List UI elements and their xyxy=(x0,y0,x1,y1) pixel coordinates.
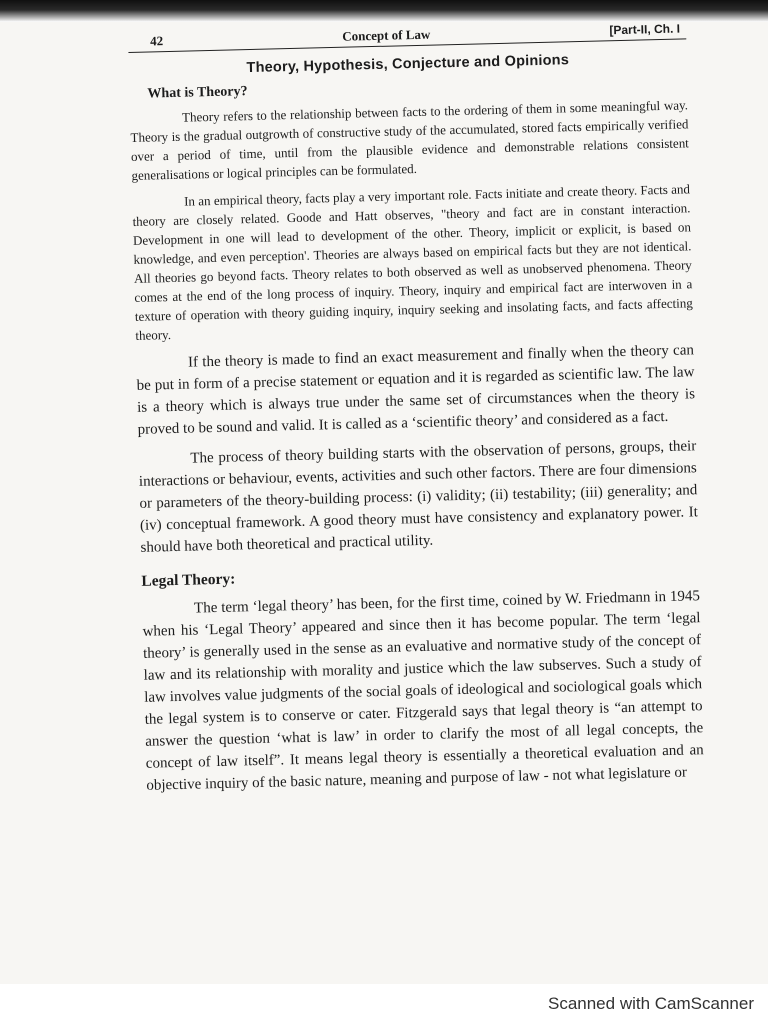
book-title: Concept of Law xyxy=(342,26,431,44)
paragraph: The process of theory building starts with the observation of persons, groups, their interactions or behaviour, events, activities and such other factors. There are four dimensions or parameters of the theory-building process: (i) validity; (ii) testability; (iii) generality; and (iv) conceptual framework. A good theory must have consistency and explanatory power. It should have both theoretical and practical utility. xyxy=(138,438,699,556)
heading-what-is-theory: What is Theory? xyxy=(147,84,248,102)
paragraph: Theory refers to the relationship between facts to the ordering of them in some meaningful way. Theory is the gradual outgrowth of constructive study of the accumulated, stored facts empirically verified over a period of time, until from the plausible evidence and demonstrable relations consistent generalisations or logical principles can be formulated. xyxy=(130,97,690,183)
chapter-label: [Part-II, Ch. I xyxy=(609,21,681,38)
paragraph: If the theory is made to find an exact measurement and finally when the theory can be put in form of a precise statement or equation and it is regarded as scientific law. The law is a theory which is always true under the same set of circumstances when the theory is proved to be sound and valid. It is called as a ‘scientific theory’ and considered as a fact. xyxy=(136,342,696,438)
running-header xyxy=(128,20,686,53)
scanner-watermark: Scanned with CamScanner xyxy=(542,992,760,1016)
section-title: Theory, Hypothesis, Conjecture and Opinions xyxy=(246,52,570,77)
paragraph: In an empirical theory, facts play a very important role. Facts initiate and create theory. Facts and theory are closely related. Goode and Hatt observes, "theory and fact are in constant interaction. Development in one will lead to development of the other. Theory, implicit or explicit, is based on knowledge, and even perception'. Theories are always based on empirical facts but they are not identical. All theories go beyond facts. Theory relates to both observed as well as unobserved phenomena. Theory comes at the end of the long process of inquiry. Theory, inquiry and empirical fact are interwoven in a texture of operation with theory guiding inquiry, inquiry seeking and insolating facts, and facts affecting theory. xyxy=(132,181,693,343)
page-content xyxy=(128,20,705,804)
page-number: 42 xyxy=(149,33,164,49)
scan-edge-shadow xyxy=(0,0,768,22)
heading-legal-theory: Legal Theory: xyxy=(141,570,236,590)
paragraph: The term ‘legal theory’ has been, for the first time, coined by W. Friedmann in 1945 when his ‘Legal Theory’ appeared and since then it has become popular. The term ‘legal theory’ is generally used in the sense as an evaluative and normative study of the concept of law and its relationship with morality and justice which the law subserves. Such a study of law involves value judgments of the social goals of ideological and sociological goals which the legal system is to conserve or cater. Fitzgerald says that legal theory is “an attempt to answer the question ‘what is law’ in order to clarify the most of all legal concepts, the concept of law itself”. It means legal theory is essentially a theoretical evaluation and an objective inquiry of the basic nature, meaning and purpose of law - not what legislature or xyxy=(142,588,704,794)
